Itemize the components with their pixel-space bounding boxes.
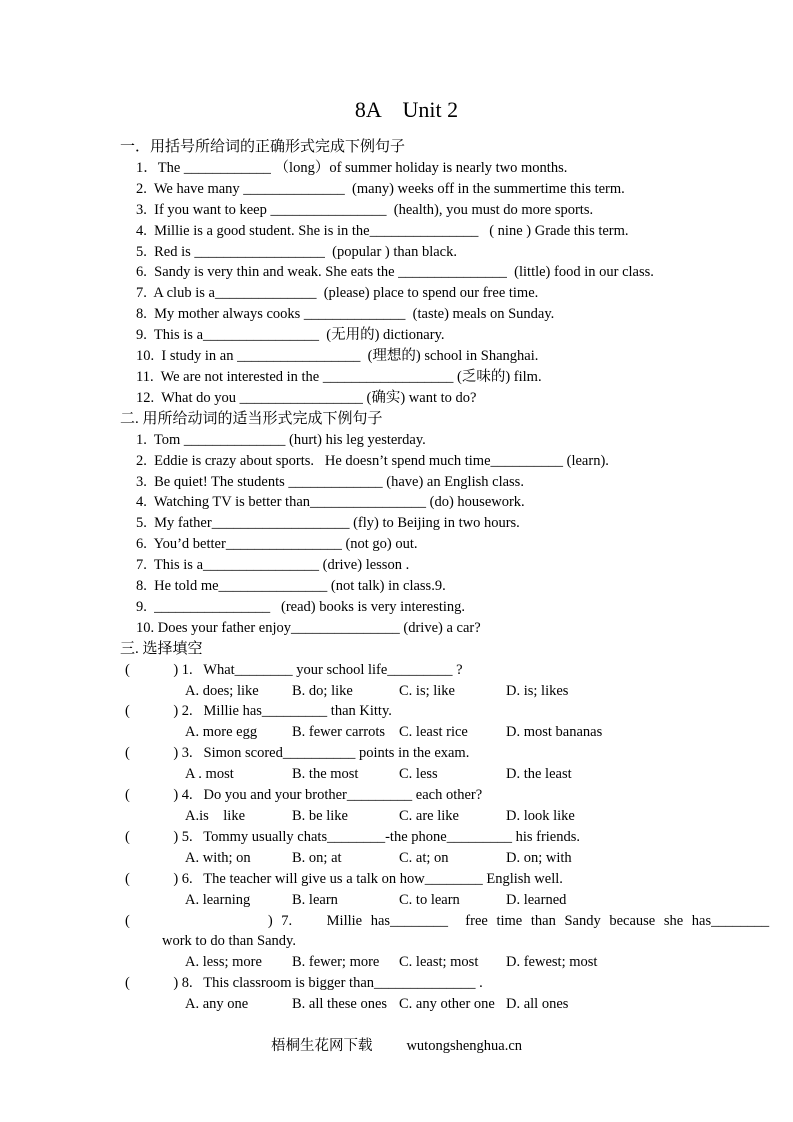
mcq-question: ( ) 7. Millie has________ free time than Sandy because she has________ [125, 912, 770, 929]
mcq-question: ( ) 4. Do you and your brother_________ each other? [125, 787, 483, 804]
mcq-option: A. more egg [185, 724, 258, 741]
exercise-item: 11. We are not interested in the __________________ (乏味的) film. [136, 368, 542, 385]
exercise-item: 2. Eddie is crazy about sports. He doesn’t spend much time__________ (learn). [136, 452, 609, 469]
mcq-option: A. with; on [185, 849, 251, 866]
mcq-option: D. most bananas [506, 724, 603, 741]
mcq-option: A. does; like [185, 682, 259, 699]
mcq-option: B. learn [292, 891, 338, 908]
exercise-item: 1．The ____________ （long）of summer holiday is nearly two months. [136, 159, 568, 176]
mcq-option: A . most [185, 766, 234, 783]
mcq-question: ( ) 3. Simon scored__________ points in the exam. [125, 745, 470, 762]
mcq-option: A. any one [185, 996, 249, 1013]
exercise-item: 4. Watching TV is better than________________ (do) housework. [136, 494, 525, 511]
exercise-item: 12. What do you _________________ (确实) want to do? [136, 389, 477, 406]
mcq-option: C. at; on [399, 849, 449, 866]
exercise-item: 1. Tom ______________ (hurt) his leg yesterday. [136, 431, 426, 448]
mcq-options-row [185, 722, 693, 743]
mcq-option: D. the least [506, 766, 572, 783]
mcq-question: ( ) 1. What________ your school life_________ ? [125, 661, 463, 678]
mcq-question: ( ) 5. Tommy usually chats________-the phone_________ his friends. [125, 828, 581, 845]
exercise-item: 10. Does your father enjoy_______________ (drive) a car? [136, 619, 481, 636]
mcq-option: D. all ones [506, 996, 569, 1013]
page-title: 8A Unit 2 [354, 97, 459, 122]
mcq-options-row [185, 994, 693, 1015]
mcq-option: A. learning [185, 891, 251, 908]
mcq-option: A. less; more [185, 954, 262, 971]
section-heading: 一．用括号所给词的正确形式完成下例句子 [120, 139, 406, 155]
page-footer [0, 1036, 793, 1057]
mcq-option: B. do; like [292, 682, 353, 699]
exercise-item: 3. If you want to keep ________________ (health), you must do more sports. [136, 201, 594, 218]
mcq-option: A.is like [185, 808, 246, 824]
mcq-options-row [185, 764, 693, 785]
exercise-item: 4. Millie is a good student. She is in the_______________ ( nine ) Grade this term. [136, 222, 629, 239]
mcq-option: C. are like [399, 808, 459, 824]
exercise-item: 7. This is a________________ (drive) lesson . [136, 557, 410, 574]
exercise-item: 5. My father___________________ (fly) to Beijing in two hours. [136, 515, 520, 532]
mcq-question: ( ) 8. This classroom is bigger than______________ . [125, 975, 483, 992]
mcq-option: B. all these ones [292, 996, 388, 1013]
mcq-option: B. be like [292, 808, 348, 824]
exercise-item: 10. I study in an _________________ (理想的) school in Shanghai. [136, 348, 539, 365]
section-heading: 二. 用所给动词的适当形式完成下例句子 [120, 410, 383, 427]
mcq-options-row [185, 806, 693, 827]
mcq-question-continuation: work to do than Sandy. [162, 933, 296, 950]
mcq-option: D. learned [506, 891, 567, 908]
mcq-options-row [185, 890, 693, 911]
mcq-options-row [185, 848, 693, 869]
footer-site-url: wutongshenghua.cn [406, 1038, 523, 1054]
mcq-option: D. look like [506, 808, 575, 824]
mcq-question: ( ) 6. The teacher will give us a talk on how________ English well. [125, 870, 563, 887]
exercise-item: 5. Red is __________________ (popular ) than black. [136, 243, 457, 260]
section-two [120, 409, 693, 639]
mcq-option: B. the most [292, 766, 359, 783]
exercise-item: 7. A club is a______________ (please) place to spend our free time. [136, 285, 539, 302]
mcq-option: D. is; likes [506, 682, 569, 699]
mcq-option: B. fewer carrots [292, 724, 385, 741]
exercise-item: 2. We have many ______________ (many) weeks off in the summertime this term. [136, 180, 625, 197]
exercise-item: 8. My mother always cooks ______________ (taste) meals on Sunday. [136, 306, 555, 323]
mcq-option: C. any other one [399, 996, 495, 1013]
mcq-option: C. less [399, 766, 438, 783]
mcq-option: D. on; with [506, 849, 572, 866]
exercise-item: 8. He told me_______________ (not talk) in class.9. [136, 578, 446, 595]
section-one [120, 137, 693, 409]
exercise-item: 9. ________________ (read) books is very interesting. [136, 598, 466, 615]
exercise-item: 6. You’d better________________ (not go) out. [136, 536, 418, 553]
mcq-option: C. least; most [399, 954, 479, 971]
exercise-item: 3. Be quiet! The students _____________ (have) an English class. [136, 473, 524, 490]
mcq-option: D. fewest; most [506, 954, 598, 971]
footer-site-name: 梧桐生花网下载 [270, 1038, 373, 1054]
mcq-question: ( ) 2. Millie has_________ than Kitty. [125, 703, 392, 720]
mcq-options-row [185, 952, 693, 973]
mcq-option: B. fewer; more [292, 954, 380, 971]
exercise-item: 6. Sandy is very thin and weak. She eats the _______________ (little) food in our class. [136, 264, 654, 281]
exercise-item: 9. This is a________________ (无用的) dictionary. [136, 327, 445, 344]
mcq-option: C. is; like [399, 682, 455, 699]
section-three [120, 639, 770, 1015]
mcq-options-row [185, 681, 693, 702]
section-heading: 三. 选择填空 [120, 640, 203, 657]
mcq-option: B. on; at [292, 849, 342, 866]
mcq-option: C. to learn [399, 891, 460, 908]
mcq-option: C. least rice [399, 724, 468, 741]
